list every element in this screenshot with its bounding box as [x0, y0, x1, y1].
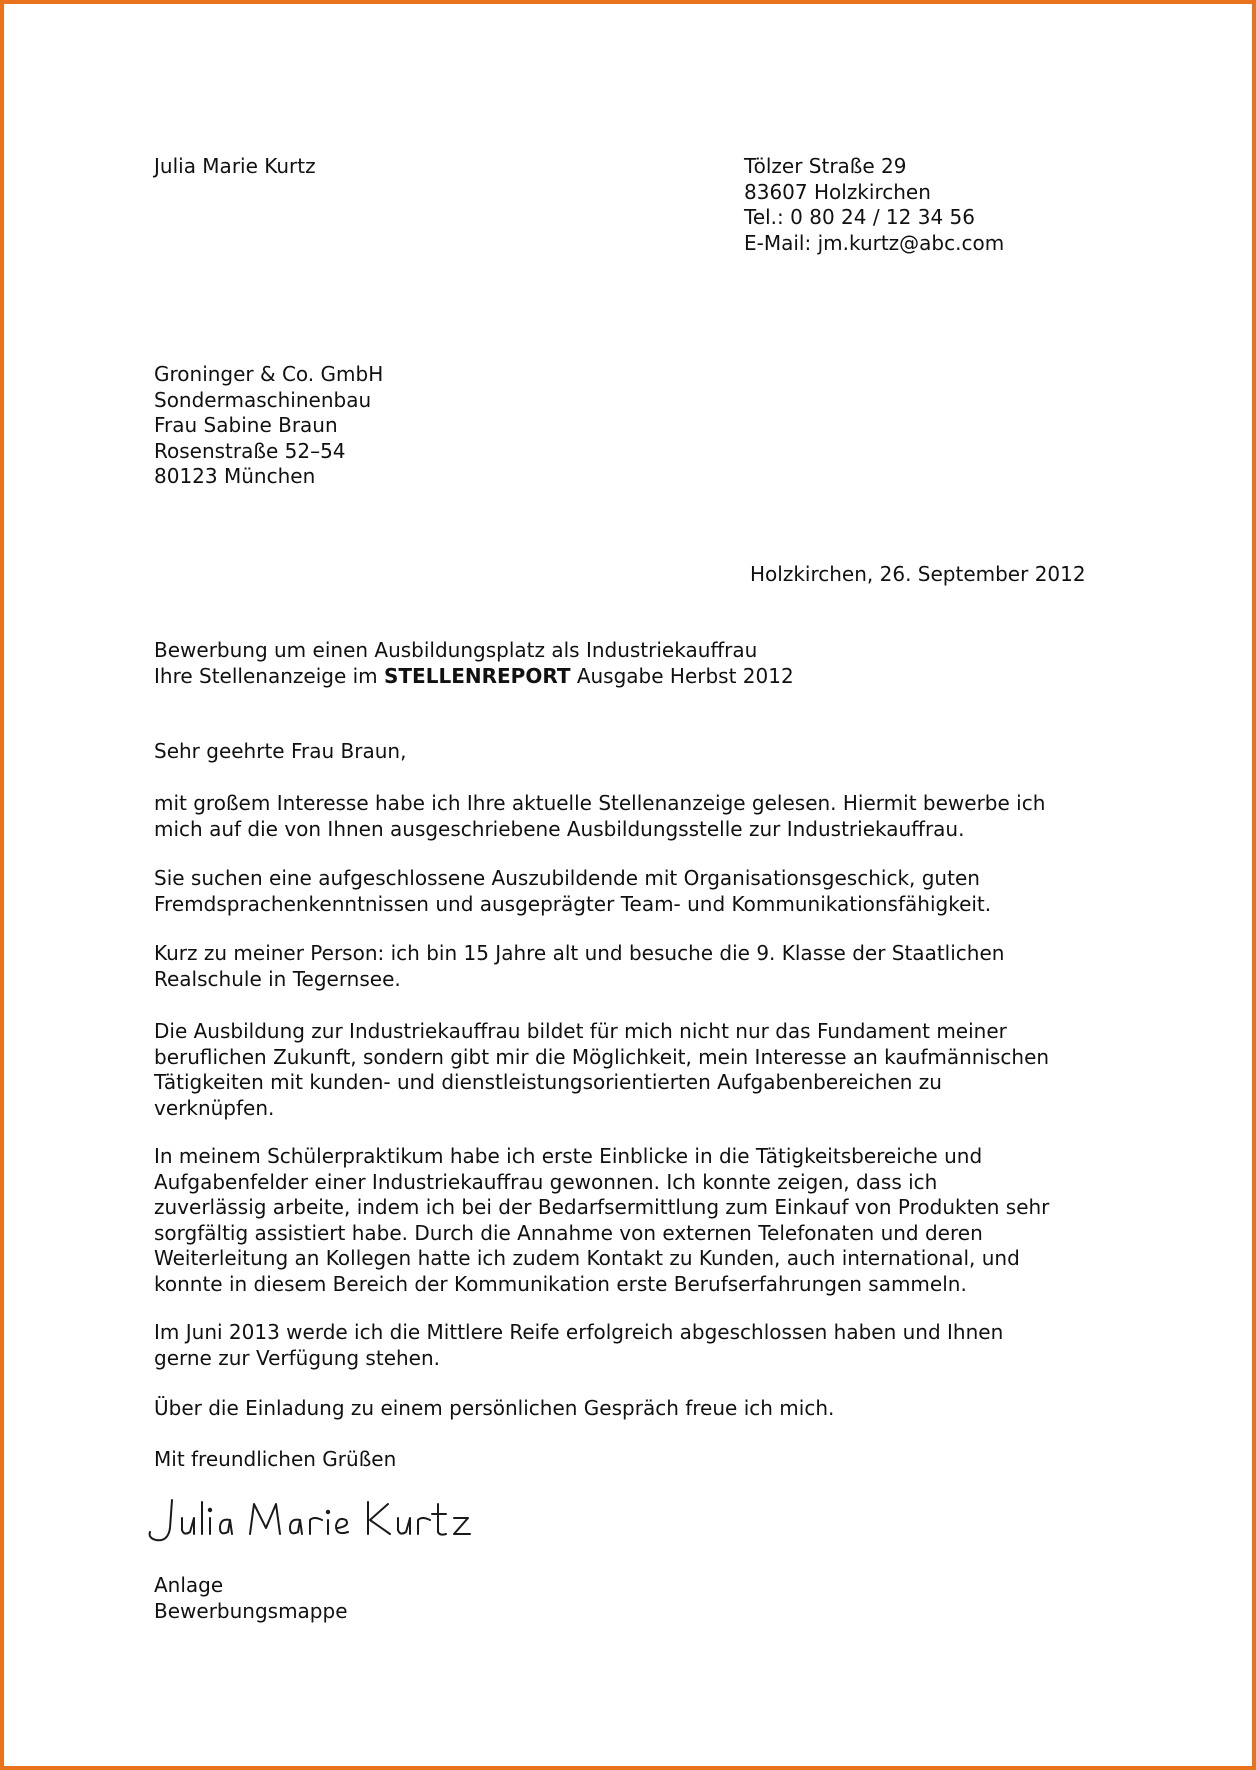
paragraph-line: Sie suchen eine aufgeschlossene Auszubildende mit Organisationsgeschick, guten [154, 866, 980, 890]
subject-line-2 [154, 664, 794, 690]
paragraph-5 [154, 1144, 1049, 1297]
enclosure-item: Bewerbungsmappe [154, 1598, 348, 1623]
paragraph-line: Realschule in Tegernsee. [154, 966, 401, 991]
paragraph-line: Fremdsprachenkenntnissen und ausgeprägter Team- und Kommunikationsfähigkeit. [154, 891, 992, 916]
paragraph-line: verknüpfen. [154, 1095, 275, 1120]
paragraph-line: Weiterleitung an Kollegen hatte ich zudem Kontakt zu Kunden, auch international, und [154, 1246, 1020, 1270]
paragraph-line: Im Juni 2013 werde ich die Mittlere Reife erfolgreich abgeschlossen haben und Ihnen [154, 1320, 1004, 1344]
closing: Mit freundlichen Grüßen [154, 1447, 397, 1471]
subject-block [154, 638, 794, 689]
sender-name: Julia Marie Kurtz [154, 154, 316, 178]
handwritten-signature [142, 1488, 522, 1552]
recipient-address [154, 362, 383, 490]
subject-publication: STELLENREPORT [384, 663, 571, 688]
paragraph-1 [154, 791, 1045, 842]
paragraph-line: In meinem Schülerpraktikum habe ich erste Einblicke in die Tätigkeitsbereiche und [154, 1144, 983, 1168]
paragraph-4 [154, 1019, 1049, 1121]
paragraph-line: sorgfältig assistiert habe. Durch die Annahme von externen Telefonaten und deren [154, 1220, 983, 1245]
paragraph-line: mich auf die von Ihnen ausgeschriebene Ausbildungsstelle zur Industriekauffrau. [154, 816, 965, 841]
recipient-company: Groninger & Co. GmbH [154, 362, 384, 386]
paragraph-6 [154, 1320, 1003, 1371]
paragraph-line: beruflichen Zukunft, sondern gibt mir die Möglichkeit, mein Interesse an kaufmännischen [154, 1044, 1050, 1069]
paragraph-7 [154, 1396, 834, 1422]
paragraph-line: Kurz zu meiner Person: ich bin 15 Jahre alt und besuche die 9. Klasse der Staatlichen [154, 941, 1005, 965]
subject-prefix: Ihre Stellenanzeige im [154, 663, 384, 688]
sender-street: Tölzer Straße 29 [744, 154, 907, 178]
recipient-person: Frau Sabine Braun [154, 413, 338, 437]
subject-line-1: Bewerbung um einen Ausbildungsplatz als Industriekauffrau [154, 638, 758, 662]
paragraph-line: gerne zur Verfügung stehen. [154, 1345, 441, 1370]
recipient-department: Sondermaschinenbau [154, 387, 372, 412]
paragraph-line: zuverlässig arbeite, indem ich bei der Bedarfsermittlung zum Einkauf von Produkten sehr [154, 1195, 1050, 1219]
paragraph-line: Über die Einladung zu einem persönlichen Gespräch freue ich mich. [154, 1396, 835, 1420]
sender-city: 83607 Holzkirchen [744, 179, 931, 204]
subject-suffix: Ausgabe Herbst 2012 [570, 663, 794, 688]
sender-address [744, 154, 1004, 256]
salutation: Sehr geehrte Frau Braun, [154, 739, 407, 763]
sender-phone: Tel.: 0 80 24 / 12 34 56 [744, 205, 975, 229]
paragraph-line: mit großem Interesse habe ich Ihre aktuelle Stellenanzeige gelesen. Hiermit bewerbe ich [154, 791, 1046, 815]
enclosure-block [154, 1573, 348, 1624]
paragraph-line: Die Ausbildung zur Industriekauffrau bildet für mich nicht nur das Fundament meiner [154, 1019, 1007, 1043]
recipient-city: 80123 München [154, 464, 316, 488]
recipient-street: Rosenstraße 52–54 [154, 438, 346, 463]
paragraph-line: konnte in diesem Bereich der Kommunikation erste Berufserfahrungen sammeln. [154, 1271, 967, 1296]
sender-email: E-Mail: jm.kurtz@abc.com [744, 230, 1005, 255]
paragraph-line: Aufgabenfelder einer Industriekauffrau gewonnen. Ich konnte zeigen, dass ich [154, 1169, 938, 1194]
enclosure-label: Anlage [154, 1573, 224, 1597]
paragraph-3 [154, 941, 1004, 992]
letter-date: Holzkirchen, 26. September 2012 [750, 562, 1086, 586]
paragraph-2 [154, 866, 991, 917]
paragraph-line: Tätigkeiten mit kunden- und dienstleistungsorientierten Aufgabenbereichen zu [154, 1070, 942, 1094]
